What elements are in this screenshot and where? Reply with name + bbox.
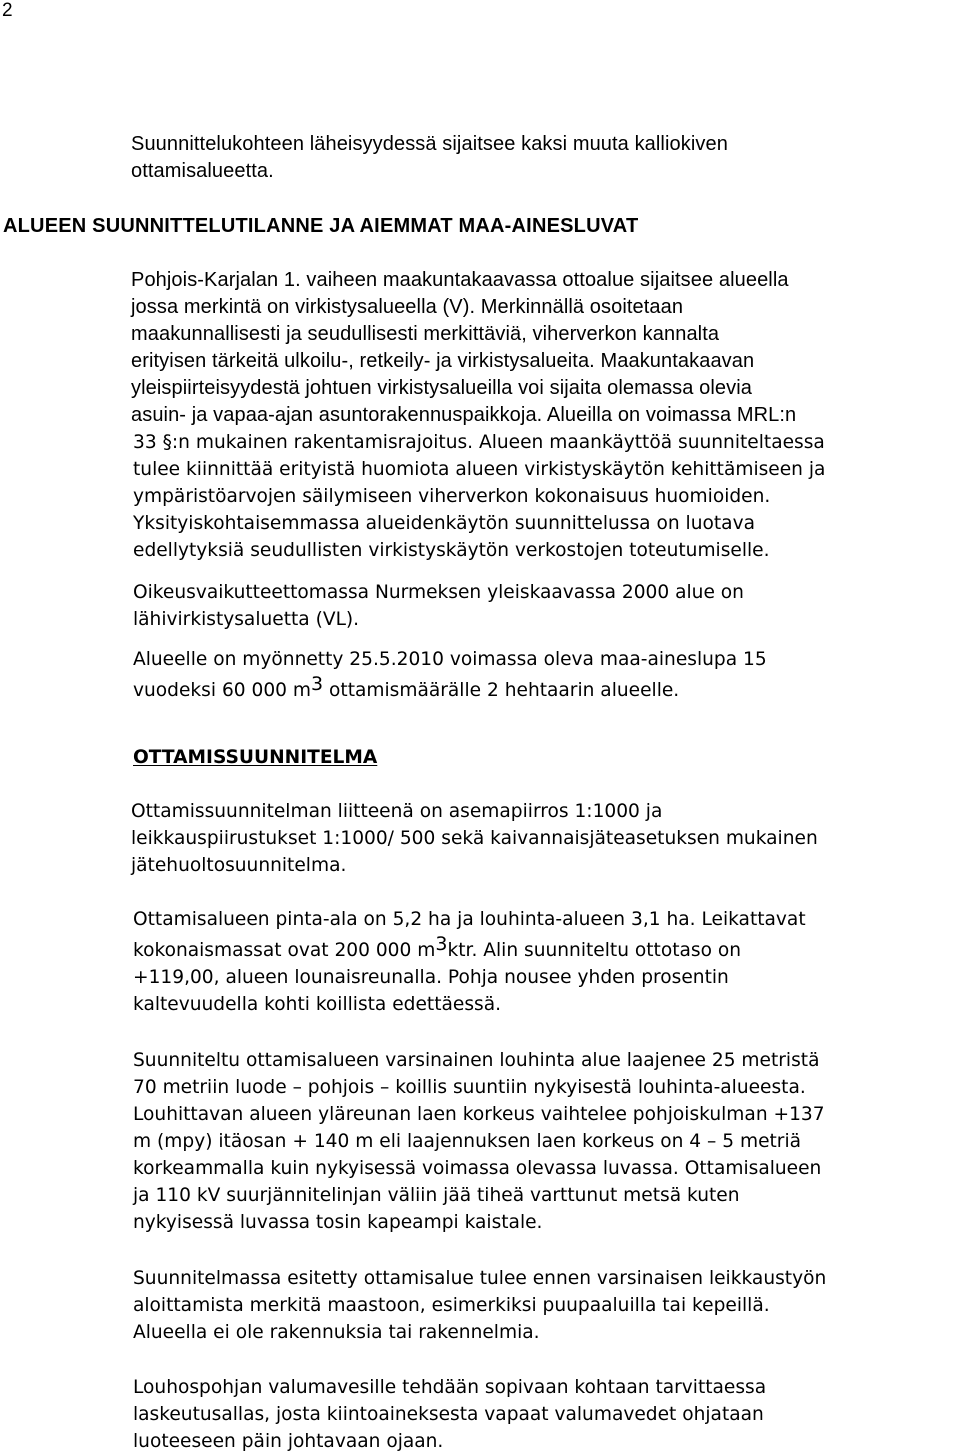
text-line: Pohjois-Karjalan 1. vaiheen maakuntakaavassa ottoalue sijaitsee alueella: [131, 269, 789, 291]
text-line: Suunniteltu ottamisalueen varsinainen louhinta alue laajenee 25 metristä: [133, 1050, 820, 1071]
text-line: Alueelle on myönnetty 25.5.2010 voimassa oleva maa-aineslupa 15: [133, 649, 767, 670]
text-line: luoteeseen päin johtavaan ojaan.: [133, 1431, 444, 1452]
text-line: Suunnittelukohteen läheisyydessä sijaitsee kaksi muuta kalliokiven: [131, 133, 728, 155]
text-line: erityisen tärkeitä ulkoilu-, retkeily- ja virkistysalueita. Maakuntakaavan: [131, 350, 755, 372]
text-line: Suunnitelmassa esitetty ottamisalue tulee ennen varsinaisen leikkaustyön: [133, 1268, 827, 1289]
text-line: 70 metriin luode – pohjois – koillis suuntiin nykyisestä louhinta-alueesta.: [133, 1077, 806, 1098]
text-line: Ottamisalueen pinta-ala on 5,2 ha ja louhinta-alueen 3,1 ha. Leikattavat: [133, 909, 806, 930]
section-heading-suunnittelutilanne: ALUEEN SUUNNITTELUTILANNE JA AIEMMAT MAA-AINESLUVAT: [3, 215, 639, 237]
text-line: ja 110 kV suurjännitelinjan väliin jää tiheä varttunut metsä kuten: [133, 1185, 740, 1206]
text-line: leikkauspiirustukset 1:1000/ 500 sekä kaivannaisjäteasetuksen mukainen: [131, 828, 818, 849]
text-line: Louhittavan alueen yläreunan laen korkeus vaihtelee pohjoiskulman +137: [133, 1104, 825, 1125]
text-line: aloittamista merkitä maastoon, esimerkiksi puupaaluilla tai kepeillä.: [133, 1295, 770, 1316]
maakuntakaava-paragraph: [131, 267, 796, 429]
text-line: lähivirkistysaluetta (VL).: [133, 609, 360, 630]
text-line: vuodeksi 60 000 $m^3$ ottamismäärälle 2 hehtaarin alueelle.: [133, 673, 680, 701]
text-line: kokonaismassat ovat 200 000 $m^3ktr$. Alin suunniteltu ottotaso on: [133, 933, 742, 961]
merkinta-paragraph: [133, 1265, 826, 1346]
text-line: ympäristöarvojen säilymiseen viherverkon kokonaisuus huomioiden.: [133, 486, 771, 507]
text-line: ottamisalueetta.: [131, 160, 274, 182]
rakentamisrajoitus-paragraph: [133, 429, 825, 564]
text-line: Yksityiskohtaisemmassa alueidenkäytön suunnittelussa on luotava: [133, 513, 755, 534]
text-line: tulee kiinnittää erityistä huomiota alueen virkistyskäytön kehittämiseen ja: [133, 459, 826, 480]
text-line: jossa merkintä on virkistysalueella (V). Merkinnällä osoitetaan: [131, 296, 684, 318]
text-line: jätehuoltosuunnitelma.: [131, 855, 347, 876]
page-number: 2: [2, 0, 13, 21]
yleiskaava-paragraph: [133, 579, 744, 633]
valumavesi-paragraph: [133, 1374, 766, 1455]
text-line: yleispiirteisyydestä johtuen virkistysalueilla voi sijaita olemassa olevia: [131, 377, 753, 399]
intro-paragraph: [131, 131, 728, 185]
text-line: asuin- ja vapaa-ajan asuntorakennuspaikkoja. Alueilla on voimassa MRL:n: [131, 404, 797, 426]
lupa-paragraph: [133, 646, 767, 704]
text-line: nykyisessä luvassa tosin kapeampi kaistale.: [133, 1212, 543, 1233]
text-line: Louhospohjan valumavesille tehdään sopivaan kohtaan tarvittaessa: [133, 1377, 767, 1398]
text-line: edellytyksiä seudullisten virkistyskäytön verkostojen toteutumiselle.: [133, 540, 770, 561]
text-line: Oikeusvaikutteettomassa Nurmeksen yleiskaavassa 2000 alue on: [133, 582, 744, 603]
text-line: kaltevuudella kohti koillista edettäessä.: [133, 994, 502, 1015]
text-line: laskeutusallas, josta kiintoaineksesta vapaat valumavedet ohjataan: [133, 1404, 764, 1425]
text-line: korkeammalla kuin nykyisessä voimassa olevassa luvassa. Ottamisalueen: [133, 1158, 822, 1179]
pinta-ala-paragraph: [133, 906, 806, 1018]
text-line: m (mpy) itäosan + 140 m eli laajennuksen laen korkeus on 4 – 5 metriä: [133, 1131, 802, 1152]
text-line: +119,00, alueen lounaisreunalla. Pohja nousee yhden prosentin: [133, 967, 729, 988]
laajennus-paragraph: [133, 1047, 825, 1236]
section-heading-ottamissuunnitelma: OTTAMISSUUNNITELMA: [133, 747, 378, 768]
liitteet-paragraph: [131, 798, 818, 879]
text-line: maakunnallisesti ja seudullisesti merkittäviä, viherverkon kannalta: [131, 323, 720, 345]
text-line: Alueella ei ole rakennuksia tai rakennelmia.: [133, 1322, 540, 1343]
text-line: Ottamissuunnitelman liitteenä on asemapiirros 1:1000 ja: [131, 801, 663, 822]
text-line: 33 §:n mukainen rakentamisrajoitus. Alueen maankäyttöä suunniteltaessa: [133, 432, 825, 453]
